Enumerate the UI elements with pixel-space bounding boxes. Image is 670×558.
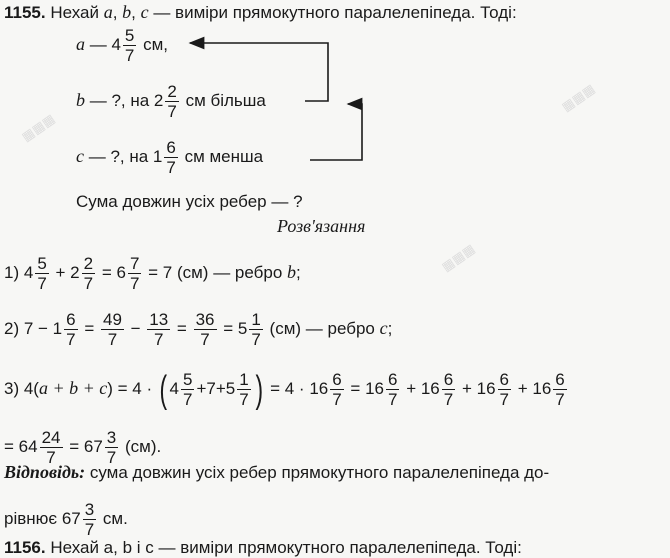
- solution-title: Розв'язання: [277, 216, 366, 236]
- step-3: 3) 4(a + b + c) = 4 · ( 4 $\frac{5}{7}$ +7+5 $\frac{1}{7}$ ) = 4 · 16 $\frac{6}{7}$ = 16 $\frac{6}{7}$ + 16 $\frac{6}{7}$ + 16 $\frac{6}{7}$ + 16 $\frac{6}{7}$: [4, 368, 565, 411]
- problem-number: 1155.: [4, 3, 46, 22]
- condition-b: b — ?, на 2 $\frac{2}{7}$ см більша: [76, 82, 266, 121]
- next-problem: 1156. Нехай a, b і c — виміри прямокутного паралелепіпеда. Тоді:: [4, 538, 522, 557]
- arrow-c-to-b: [310, 104, 362, 160]
- watermark: ▦▦▦: [438, 240, 478, 275]
- step-1: 1) 4 $\frac{5}{7}$ + 2 $\frac{2}{7}$ = 6 $\frac{7}{7}$ = 7 (см) — ребро b;: [4, 254, 301, 293]
- watermark: ▦▦▦: [18, 110, 58, 145]
- step-3-result: = 64 $\frac{24}{7}$ = 67 $\frac{3}{7}$ (см).: [4, 428, 162, 467]
- condition-c: c — ?, на 1 $\frac{6}{7}$ см менша: [76, 138, 264, 177]
- question: Сума довжин усіх ребер — ?: [76, 192, 303, 211]
- arrow-b-to-a: [190, 43, 328, 101]
- watermark: ▦▦▦: [558, 80, 598, 115]
- condition-a: a — 4 $\frac{5}{7}$ см,: [76, 26, 169, 65]
- problem-header: 1155. Нехай a, b, c — виміри прямокутного паралелепіпеда. Тоді:: [4, 2, 517, 22]
- step-2: 2) 7 − 1 $\frac{6}{7}$ = $\frac{49}{7}$ − $\frac{13}{7}$ = $\frac{36}{7}$ = 5 $\frac{1}{7}$ (см) — ребро c;: [4, 310, 393, 349]
- answer-label: Відповідь:: [4, 462, 86, 482]
- answer-line-1: Відповідь: сума довжин усіх ребер прямокутного паралелепіпеда до-: [4, 462, 550, 482]
- answer-line-2: рівнює 67 $\frac{3}{7}$ см.: [4, 500, 128, 539]
